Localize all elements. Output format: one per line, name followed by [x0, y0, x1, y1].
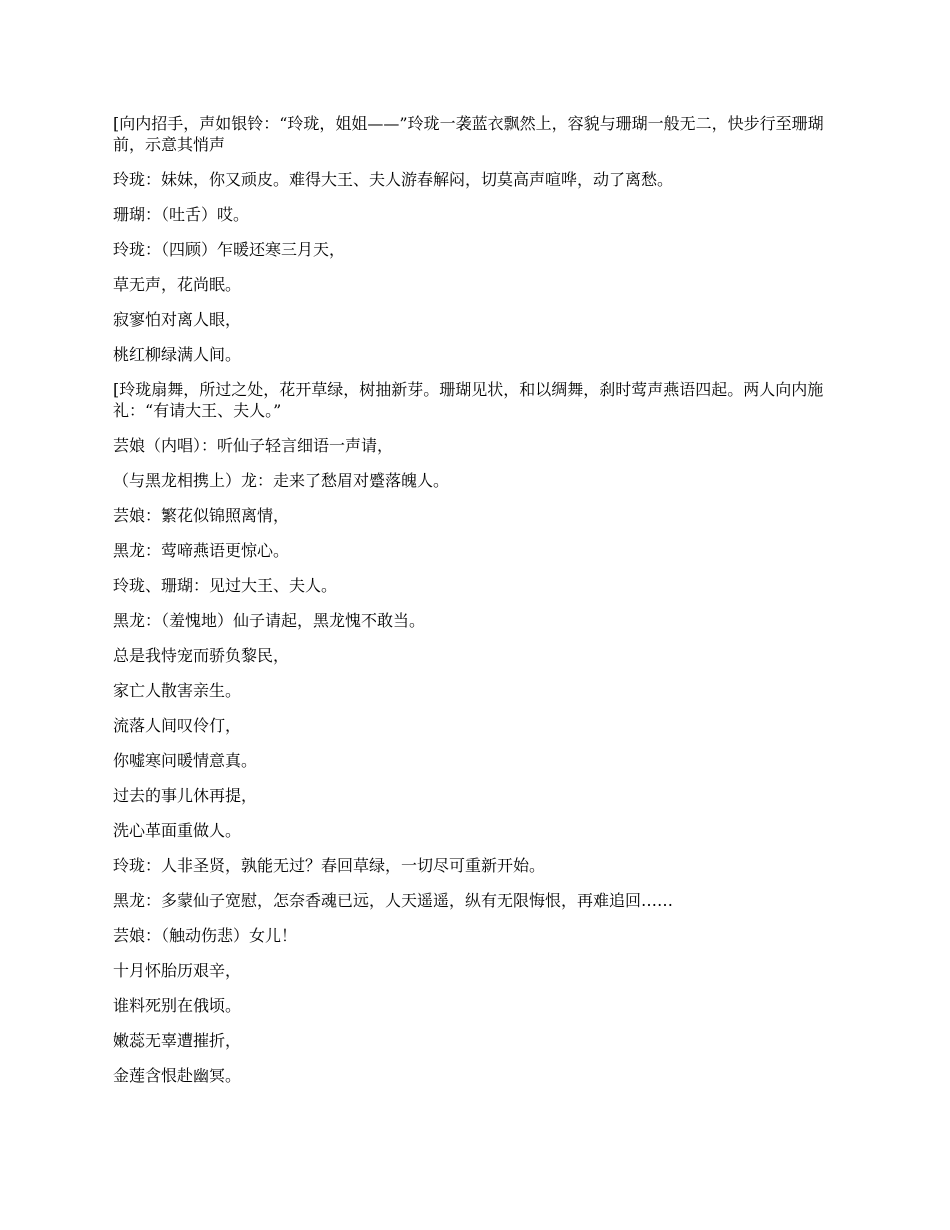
verse-line: 流落人间叹伶仃，	[113, 716, 242, 735]
dialogue-line: 芸娘（内唱）：听仙子轻言细语一声请，	[113, 436, 394, 455]
verse-line: 谁料死别在俄顷。	[113, 996, 242, 1015]
verse-line: 桃红柳绿满人间。	[113, 345, 242, 364]
verse-line: 十月怀胎历艰辛，	[113, 961, 242, 980]
dialogue-line: 玲珑：（四顾）乍暖还寒三月天，	[113, 240, 346, 259]
dialogue-line: 玲珑、珊瑚：见过大王、夫人。	[113, 576, 338, 595]
stage-direction-paragraph: [向内招手，声如银铃：“玲珑，姐姐——”玲珑一袭蓝衣飘然上，容貌与珊瑚一般无二，快步行至珊瑚前，示意其悄声	[113, 114, 824, 154]
verse-line: 嫩蕊无辜遭摧折，	[113, 1031, 242, 1050]
verse-line: 金莲含恨赴幽冥。	[113, 1066, 242, 1085]
dialogue-line: （与黑龙相携上）龙：走来了愁眉对蹙落魄人。	[113, 471, 450, 490]
verse-line: 过去的事儿休再提，	[113, 786, 258, 805]
dialogue-line: 玲珑：人非圣贤，孰能无过？春回草绿，一切尽可重新开始。	[113, 856, 546, 875]
verse-line: 寂寥怕对离人眼，	[113, 310, 242, 329]
verse-line: 你嘘寒问暖情意真。	[113, 751, 258, 770]
document-page	[113, 113, 825, 1100]
verse-line: 洗心革面重做人。	[113, 821, 242, 840]
dialogue-line: 玲珑：妹妹，你又顽皮。难得大王、夫人游春解闷，切莫高声喧哗，动了离愁。	[113, 170, 674, 189]
dialogue-line: 黑龙：莺啼燕语更惊心。	[113, 541, 290, 560]
verse-line: 家亡人散害亲生。	[113, 681, 242, 700]
verse-line: 总是我恃宠而骄负黎民，	[113, 646, 290, 665]
dialogue-line: 珊瑚：（吐舌）哎。	[113, 205, 250, 224]
stage-direction-paragraph: [玲珑扇舞，所过之处，花开草绿，树抽新芽。珊瑚见状，和以绸舞，刹时莺声燕语四起。两人向内施礼：“有请大王、夫人。”	[113, 380, 824, 420]
dialogue-line: 黑龙：多蒙仙子宽慰，怎奈香魂已远，人天遥遥，纵有无限悔恨，再难追回……	[113, 891, 674, 910]
dialogue-line: 黑龙：（羞愧地）仙子请起，黑龙愧不敢当。	[113, 611, 426, 630]
verse-line: 草无声，花尚眠。	[113, 275, 242, 294]
dialogue-line: 芸娘：繁花似锦照离情，	[113, 506, 290, 525]
dialogue-line: 芸娘：（触动伤悲）女儿！	[113, 926, 298, 945]
